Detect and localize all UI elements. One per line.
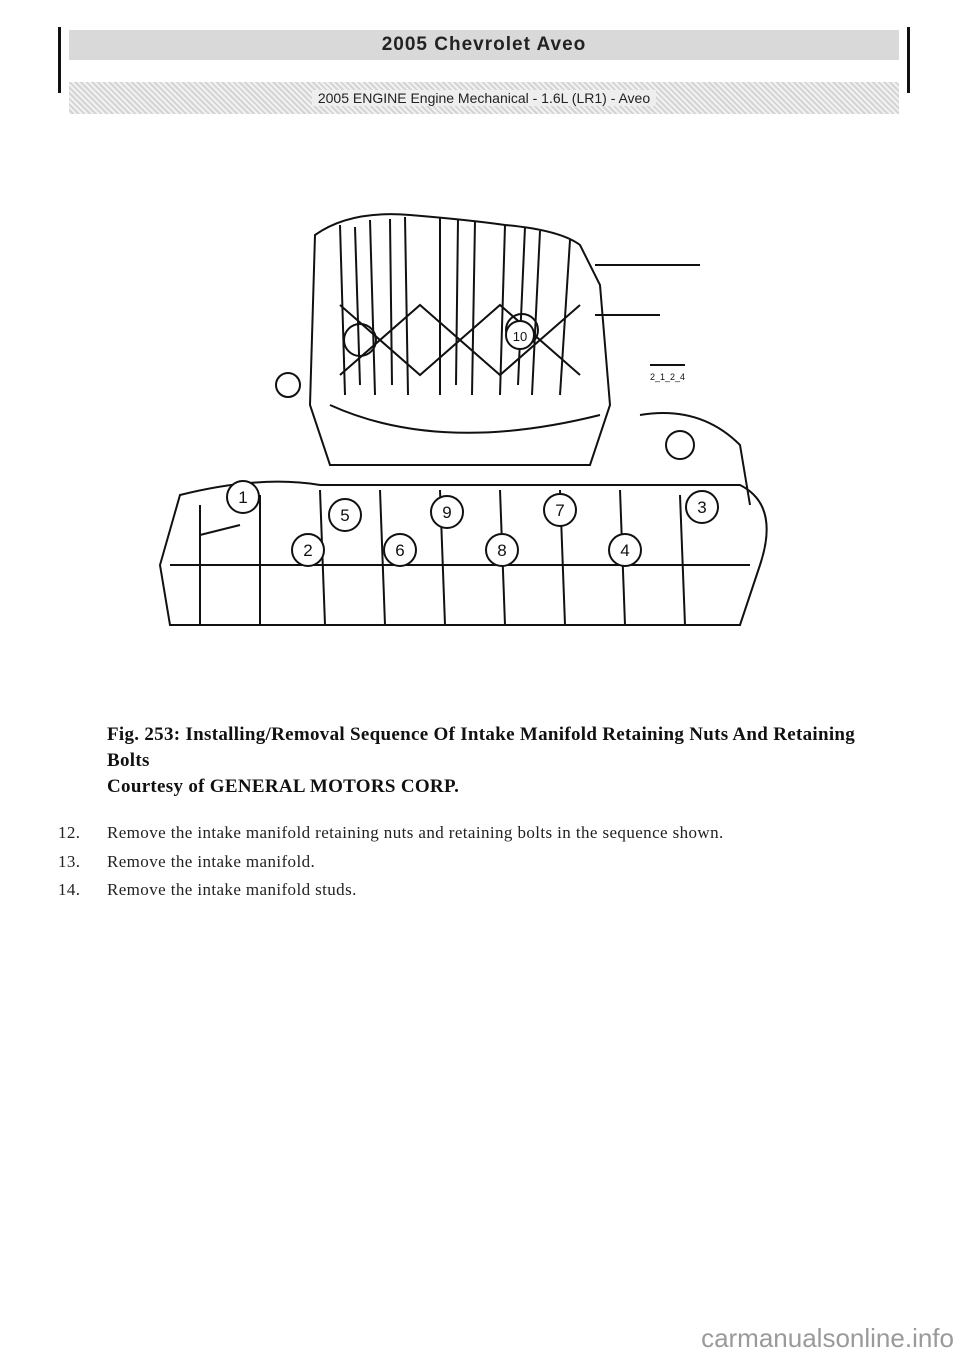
bolt-number: 10 [512,329,528,344]
bolt-callout-10 [506,321,534,349]
bolt-callout-1 [227,481,259,513]
step-number: 13. [58,851,81,871]
list-item [58,879,908,901]
bolt-callout-9 [431,496,463,528]
bolt-number: 7 [555,501,565,520]
header-subtitle-bar [69,82,899,114]
bolt-number: 2 [303,541,313,560]
header-title: 2005 Chevrolet Aveo [381,34,587,55]
bolt-number: 3 [697,498,707,517]
header-subtitle: 2005 ENGINE Engine Mechanical - 1.6L (LR1) - Aveo [312,90,656,106]
bolt-callout-3 [686,491,718,523]
caption-text: Fig. 253: Installing/Removal Sequence Of Intake Manifold Retaining Nuts And Retaining Bolts [107,724,856,771]
bolt-number: 9 [442,503,452,522]
header-title-bar [69,30,899,60]
list-item [58,822,908,844]
bolt-number: 8 [497,541,507,560]
bolt-callout-6 [384,534,416,566]
step-text: Remove the intake manifold retaining nuts and retaining bolts in the sequence shown. [107,823,724,842]
watermark: carmanualsonline.info [701,1323,954,1353]
bolt-callout-2 [292,534,324,566]
step-text: Remove the intake manifold. [107,851,316,871]
step-number: 12. [58,823,81,842]
page-header [58,27,910,106]
figure-caption [107,722,897,800]
bolt-number: 4 [620,541,630,560]
step-text: Remove the intake manifold studs. [107,880,357,899]
bolt-callout-5 [329,499,361,531]
bolt-number: 5 [340,506,350,525]
bolt-number: 6 [395,541,405,560]
intake-manifold-figure [140,205,780,645]
list-item [58,851,908,873]
caption-courtesy: Courtesy of GENERAL MOTORS CORP. [107,776,460,797]
bolt-callout-4 [609,534,641,566]
bolt-callout-7 [544,494,576,526]
intake-manifold-diagram [140,205,780,645]
procedure-steps [58,822,908,908]
bolt-callout-8 [486,534,518,566]
bolt-number: 1 [238,488,248,507]
step-number: 14. [58,880,81,899]
figure-label: 2_1_2_4 [650,372,686,382]
